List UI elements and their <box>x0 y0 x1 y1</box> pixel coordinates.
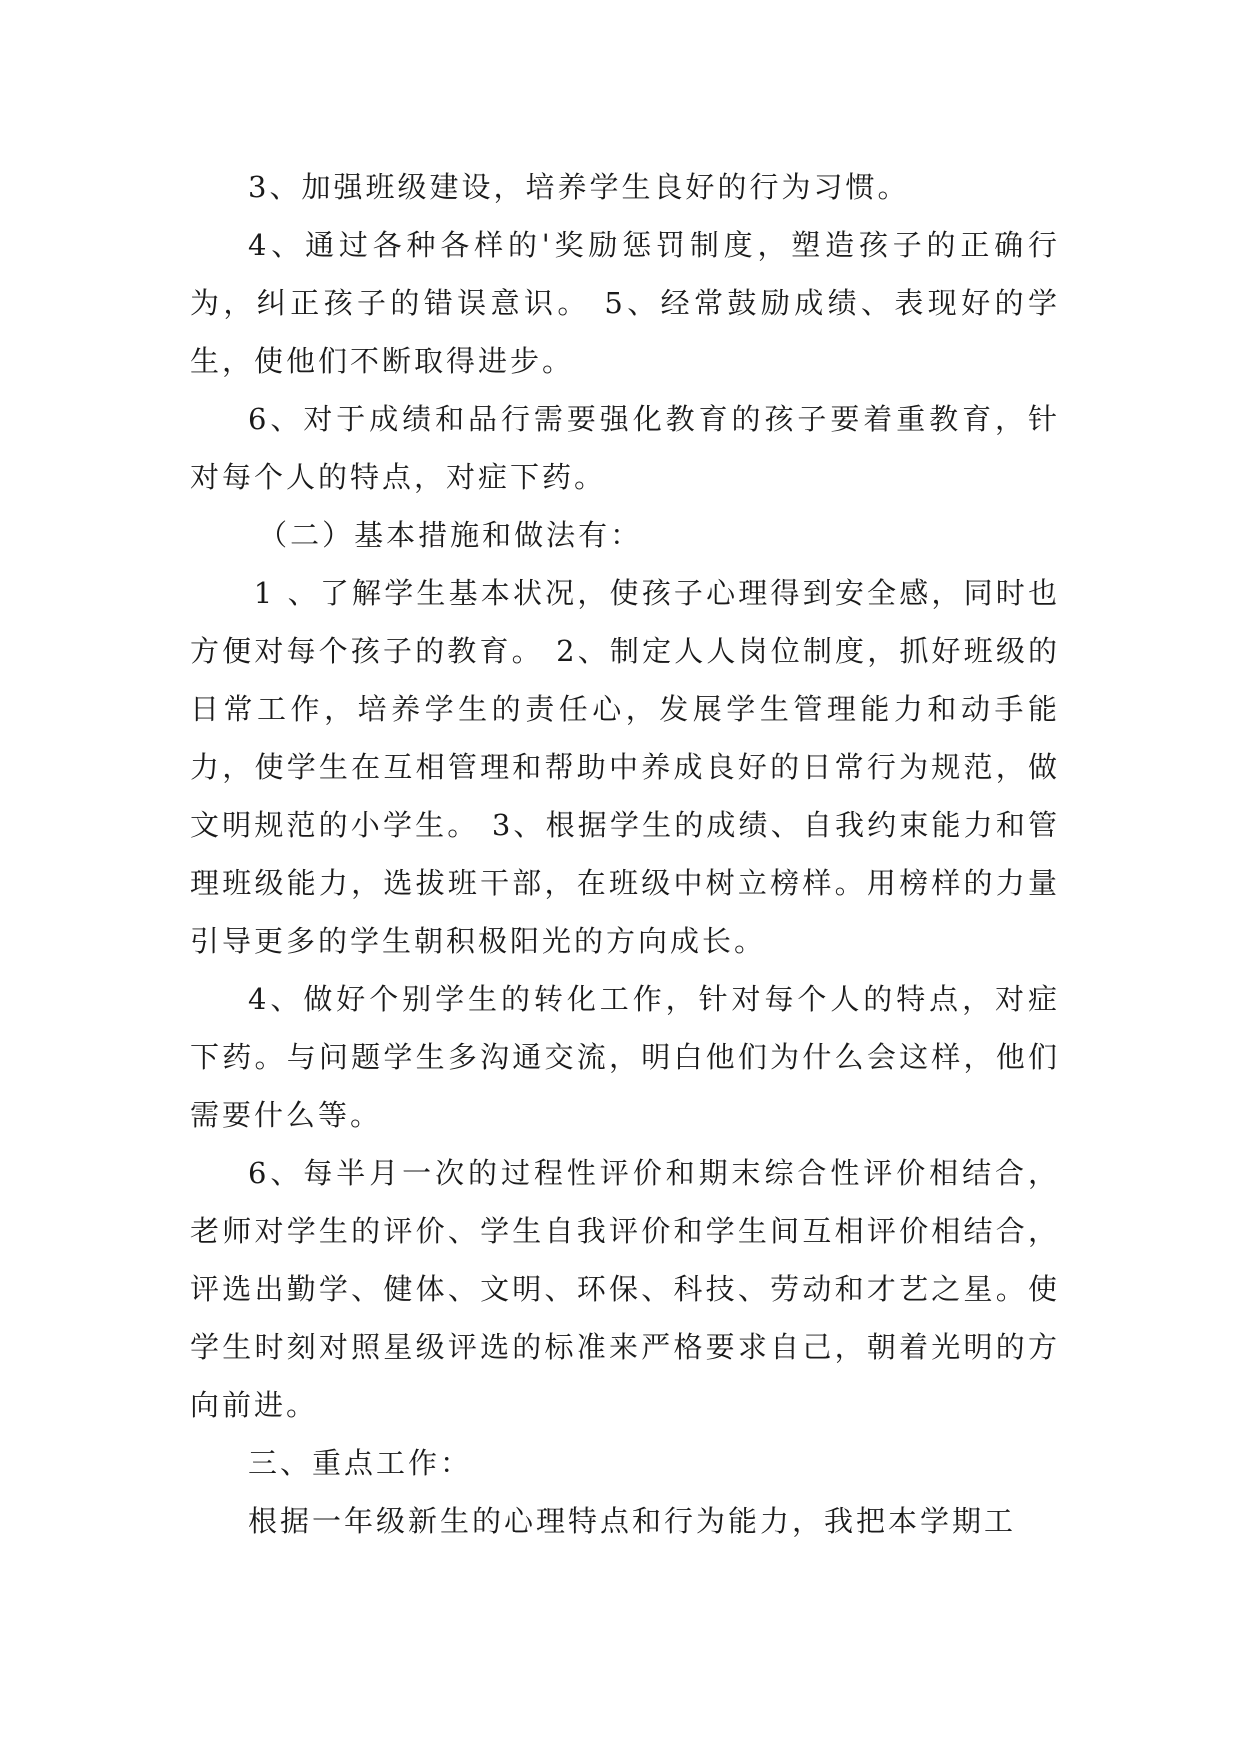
paragraph-items-4-5: 4、通过各种各样的'奖励惩罚制度，塑造孩子的正确行为，纠正孩子的错误意识。 5、经常鼓励成绩、表现好的学生，使他们不断取得进步。 <box>190 228 1060 378</box>
paragraph-item-3: 3、加强班级建设，培养学生良好的行为习惯。 <box>248 170 910 204</box>
paragraph-measure-6: 6、每半月一次的过程性评价和期末综合性评价相结合，老师对学生的评价、学生自我评价和学生间互相评价相结合，评选出勤学、健体、文明、环保、科技、劳动和才艺之星。使学生时刻对照星级评选的标准来严格要求自己，朝着光明的方向前进。 <box>190 1156 1060 1422</box>
section-heading-key-work: 三、重点工作： <box>248 1446 473 1480</box>
section-heading-measures: （二）基本措施和做法有： <box>258 518 643 552</box>
document-body <box>190 158 1060 1550</box>
paragraph-item-6: 6、对于成绩和品行需要强化教育的孩子要着重教育，针对每个人的特点，对症下药。 <box>190 402 1060 494</box>
paragraph-measure-4: 4、做好个别学生的转化工作，针对每个人的特点，对症下药。与问题学生多沟通交流，明白他们为什么会这样，他们需要什么等。 <box>190 982 1060 1132</box>
paragraph-measures-1-3: 1 、了解学生基本状况，使孩子心理得到安全感，同时也方便对每个孩子的教育。 2、制定人人岗位制度，抓好班级的日常工作，培养学生的责任心，发展学生管理能力和动手能力，使学生在互相管理和帮助中养成良好的日常行为规范，做文明规范的小学生。 3、根据学生的成绩、自我约束能力和管理班级能力，选拔班干部，在班级中树立榜样。用榜样的力量引导更多的学生朝积极阳光的方向成长。 <box>190 576 1060 958</box>
paragraph-key-work-intro: 根据一年级新生的心理特点和行为能力，我把本学期工 <box>248 1504 1017 1538</box>
